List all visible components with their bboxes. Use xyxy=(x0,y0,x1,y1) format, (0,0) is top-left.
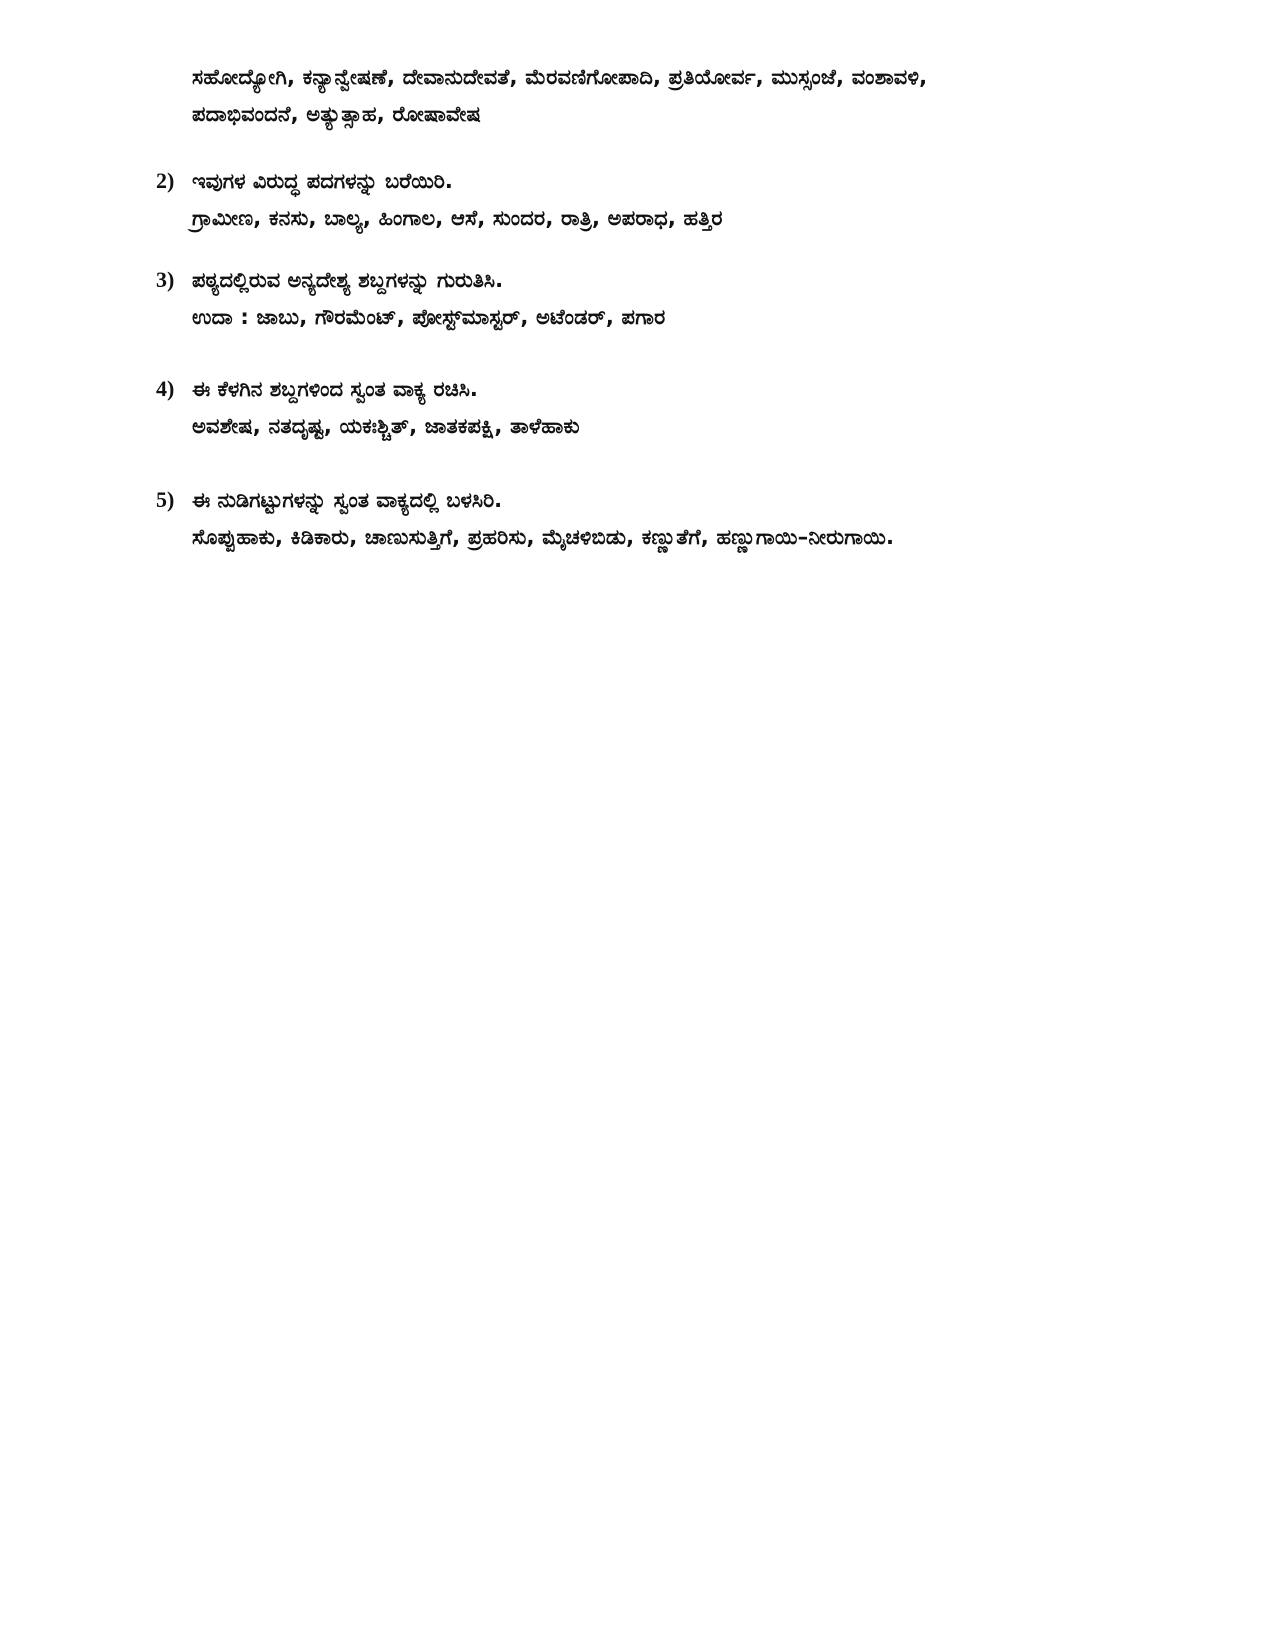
question-content: ಗ್ರಾಮೀಣ, ಕನಸು, ಬಾಲ್ಯ, ಹಿಂಗಾಲ, ಆಸೆ, ಸುಂದರ, ರಾತ್ರಿ, ಅಪರಾಧ, ಹತ್ತಿರ xyxy=(192,206,723,230)
question-prompt: ಇವುಗಳ ವಿರುದ್ಧ ಪದಗಳನ್ನು ಬರೆಯಿರಿ. xyxy=(192,169,453,193)
question-content: ಉದಾ : ಜಾಬು, ಗೌರಮೆಂಟ್, ಪೋಸ್ಟ್‌ಮಾಸ್ಟರ್, ಅಟೆಂಡರ್, ಪಗಾರ xyxy=(192,305,666,329)
question-number: 2) xyxy=(156,168,175,193)
question-number: 3) xyxy=(156,267,175,292)
question-number: 4) xyxy=(156,376,175,401)
question-prompt: ಈ ನುಡಿಗಟ್ಟುಗಳನ್ನು ಸ್ವಂತ ವಾಕ್ಯದಲ್ಲಿ ಬಳಸಿರಿ. xyxy=(192,488,503,512)
question-content: ಅವಶೇಷ, ನತದೃಷ್ಟ, ಯಕಃಶ್ಚಿತ್, ಜಾತಕಪಕ್ಷಿ, ತಾಳೆಹಾಕು xyxy=(192,414,580,438)
question-prompt: ಈ ಕೆಳಗಿನ ಶಬ್ದಗಳಿಂದ ಸ್ವಂತ ವಾಕ್ಯ ರಚಿಸಿ. xyxy=(192,377,478,401)
intro-line-2: ಪದಾಭಿವಂದನೆ, ಅತ್ಯುತ್ಸಾಹ, ರೋಷಾವೇಷ xyxy=(192,102,481,126)
question-prompt: ಪಠ್ಯದಲ್ಲಿರುವ ಅನ್ಯದೇಶ್ಯ ಶಬ್ದಗಳನ್ನು ಗುರುತಿಸಿ. xyxy=(192,268,504,292)
intro-line-1: ಸಹೋದ್ಯೋಗಿ, ಕನ್ಯಾನ್ವೇಷಣೆ, ದೇವಾನುದೇವತೆ, ಮೆರವಣಿಗೋಪಾದಿ, ಪ್ರತಿಯೋರ್ವ, ಮುಸ್ಸಂಜೆ, ವಂಶಾವಳಿ, xyxy=(192,65,928,89)
question-content: ಸೊಪ್ಪುಹಾಕು, ಕಿಡಿಕಾರು, ಚಾಣುಸುತ್ತಿಗೆ, ಪ್ರಹರಿಸು, ಮೈಚಳಿಬಿಡು, ಕಣ್ಣುತೆಗೆ, ಹಣ್ಣುಗಾಯಿ–ನೀರುಗಾಯಿ. xyxy=(192,525,895,549)
question-number: 5) xyxy=(156,487,175,512)
